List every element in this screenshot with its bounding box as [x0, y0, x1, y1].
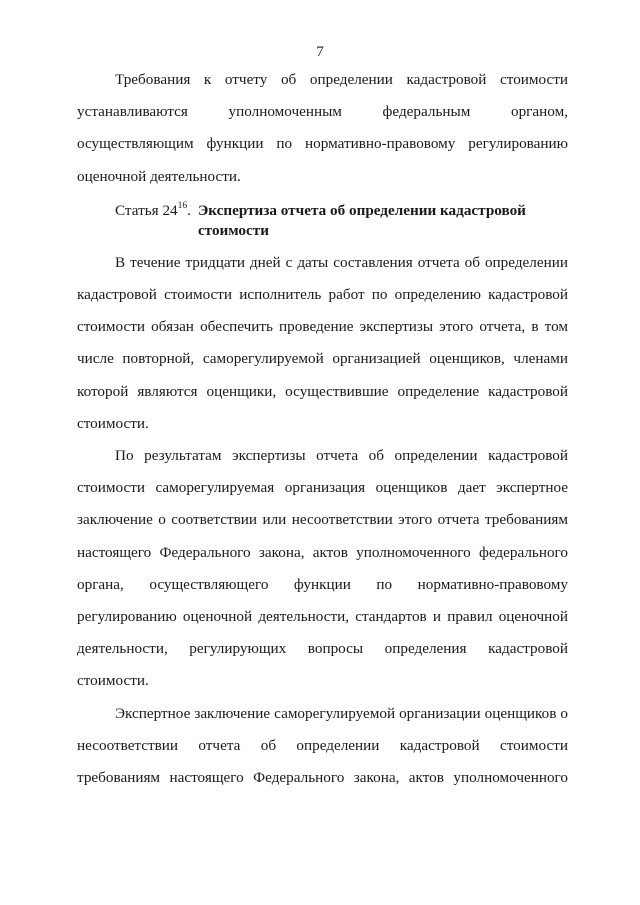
article-heading: [77, 193, 568, 241]
article-title: Экспертиза отчета об определении кадастровой стоимости: [197, 201, 526, 239]
paragraph-requirements: Требования к отчету об определении кадастровой стоимости устанавливаются уполномоченным федеральным органом, осуществляющим функции по нормативно-правовому регулированию оценочной деятельности.: [77, 71, 568, 185]
article-prefix: Статья 24: [115, 201, 178, 219]
paragraph-expert-conclusion: По результатам экспертизы отчета об определении кадастровой стоимости саморегулируемая организация оценщиков дает экспертное заключение о соответствии или несоответствии этого отчета требованиям настоящего Федерального закона, актов уполномоченного федерального органа, осуществляющего функции по нормативно-правовому регулированию оценочной деятельности, стандартов и правил оценочной деятельности, регулирующих вопросы определения кадастровой стоимости.: [77, 447, 568, 690]
page-number: 7: [316, 44, 324, 60]
paragraph-nonconformity: Экспертное заключение саморегулируемой организации оценщиков о несоответствии отчета об определении кадастровой стоимости требованиям настоящего Федерального закона, актов уполномоченного: [77, 704, 568, 787]
article-superscript: 16: [177, 200, 188, 211]
paragraph-expertise-deadline: В течение тридцати дней с даты составления отчета об определении кадастровой стоимости исполнитель работ по определению кадастровой стоимости обязан обеспечить проведение экспертизы этого отчета, в том числе повторной, саморегулируемой организацией оценщиков, членами которой являются оценщики, осуществившие определение кадастровой стоимости.: [77, 253, 568, 432]
article-suffix: .: [187, 201, 191, 219]
article-number: [115, 201, 191, 241]
document-body: [77, 64, 568, 794]
